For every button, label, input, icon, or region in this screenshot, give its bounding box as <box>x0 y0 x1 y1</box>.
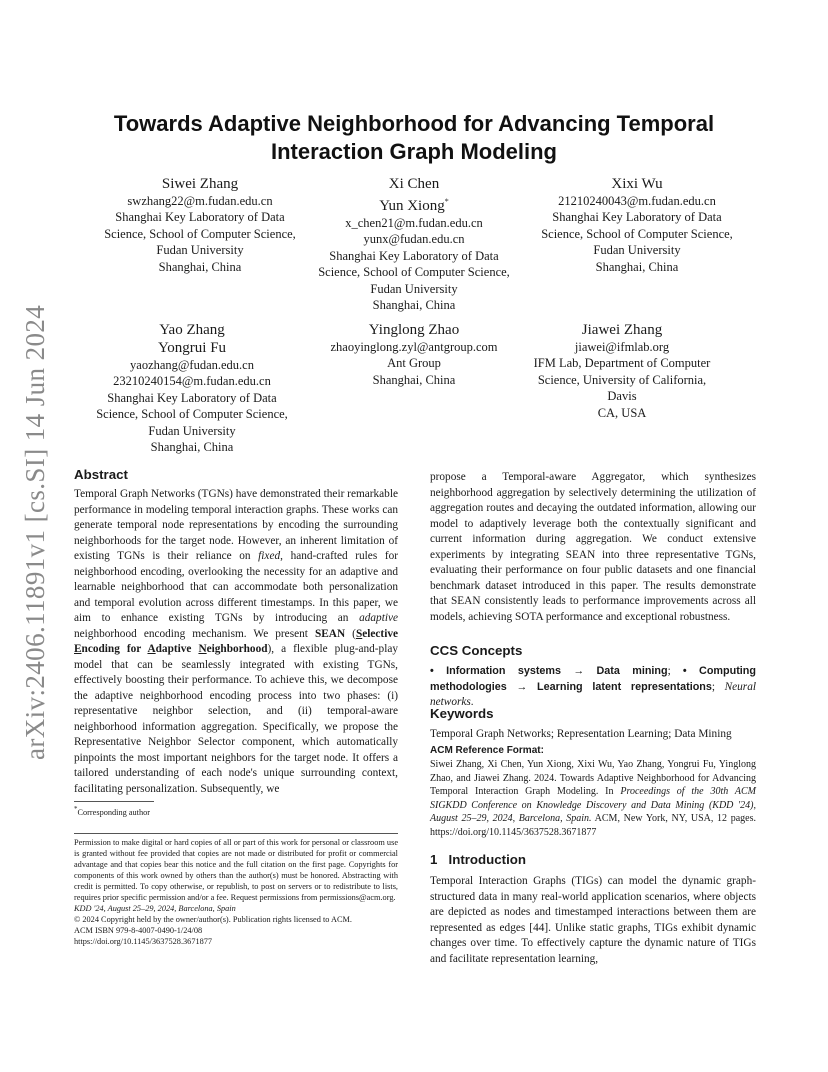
author-affiliation: Science, School of Computer Science, <box>541 226 733 241</box>
acm-reference-heading: ACM Reference Format: <box>430 745 544 756</box>
arxiv-side-stamp: arXiv:2406.11891v1 [cs.SI] 14 Jun 2024 <box>20 304 50 760</box>
introduction-section <box>430 851 756 967</box>
author-location: Shanghai, China <box>595 259 679 274</box>
permission-block <box>74 837 398 947</box>
author-affiliation: Fudan University <box>148 423 236 438</box>
footnote: *Corresponding author <box>74 806 151 817</box>
abstract-text-continued: propose a Temporal-aware Aggregator, which synthesizes neighborhood aggregation by selectively determining the utilization of aggregation routes and decaying the outdated information, allowing our model to adaptively leverage both the contextually significant and current information during aggregation. We conduct extensive experiments by integrating SEAN into three representative TGNs, evaluating their performance on four public datasets and one financial benchmark dataset introduced in this paper. The results demonstrate that SEAN consistently leads to performance improvements across all models, achieving SOTA performance and exceptional robustness. <box>430 471 756 623</box>
author-email: yunx@fudan.edu.cn <box>363 232 465 247</box>
author-email: zhaoyinglong.zyl@antgroup.com <box>330 340 498 354</box>
author-block-3 <box>517 175 757 275</box>
doi-link[interactable]: https://doi.org/10.1145/3637528.3671877 <box>74 937 213 946</box>
author-location: Shanghai, China <box>150 440 234 455</box>
author-affiliation: Davis <box>607 389 637 404</box>
permission-text: Permission to make digital or hard copies of all or part of this work for personal or classroom use is granted without fee provided that copies are not made or distributed for profit or commercial advantage and that copies bear this notice and the full citation on the first page. Copyrights for components of this work owned by others than the author(s) must be honored. Abstracting with credit is permitted. To copy otherwise, or republish, to post on servers or to redistribute to lists, requires prior specific permission and/or a fee. Request permissions from permissions@acm.org. <box>74 838 398 902</box>
author-affiliation: Shanghai Key Laboratory of Data <box>107 390 277 405</box>
author-block-2 <box>294 175 534 313</box>
author-email: yaozhang@fudan.edu.cn <box>130 358 254 372</box>
author-affiliation: Shanghai Key Laboratory of Data <box>115 210 285 225</box>
abstract-text: Temporal Graph Networks (TGNs) have demonstrated their remarkable performance in modeling temporal interaction graphs. These works can generate temporal node representations by encoding the surrounding neighborhoods for the target node. However, an inherent limitation of existing TGNs is their reliance on fixed, hand-crafted rules for neighborhood encoding, overlooking the necessity for an adaptive and learnable neighborhood that can accommodate both personalization and temporal evolution across different timestamps. In this paper, we aim to enhance existing TGNs by introducing an adaptive neighborhood encoding mechanism. We present SEAN (Selective Encoding for Adaptive Neighborhood), a flexible plug-and-play model that can be seamlessly integrated with existing TGNs, effectively boosting their performance. To achieve this, we decompose the adaptive neighborhood encoding process into two phases: (i) representative neighbor selection, and (ii) temporal-aware neighborhood information aggregation. Specifically, we propose the Representative Neighbor Selector component, which automatically pinpoints the most important neighbors for the target node. It offers a tailored understanding of each node's unique surrounding context, facilitating personalization. Subsequently, we <box>74 488 399 795</box>
author-location: Shanghai, China <box>372 372 456 387</box>
keywords-text: Temporal Graph Networks; Representation Learning; Data Mining <box>430 728 732 740</box>
author-email: 21210240043@m.fudan.edu.cn <box>558 194 716 208</box>
author-affiliation: Shanghai Key Laboratory of Data <box>552 210 722 225</box>
abstract-section <box>74 466 398 797</box>
permission-rule <box>74 833 398 834</box>
author-affiliation: Science, School of Computer Science, <box>318 265 510 280</box>
copyright-line: © 2024 Copyright held by the owner/author(s). Publication rights licensed to ACM. <box>74 915 352 924</box>
author-name: Jiawei Zhang <box>581 322 663 338</box>
author-name: Yongrui Fu <box>157 340 227 356</box>
author-affiliation: Shanghai Key Laboratory of Data <box>329 248 499 263</box>
corresponding-mark: * <box>444 197 449 206</box>
acm-reference-section <box>430 744 756 840</box>
author-affiliation: Fudan University <box>593 243 681 258</box>
author-affiliation: Science, School of Computer Science, <box>104 226 296 241</box>
author-name: Siwei Zhang <box>161 176 239 192</box>
footnote-text: Corresponding author <box>77 807 151 817</box>
keywords-heading: Keywords <box>430 706 494 721</box>
author-name: Yao Zhang <box>159 322 225 338</box>
author-affiliation: IFM Lab, Department of Computer <box>533 356 711 371</box>
paper-title <box>60 110 768 166</box>
venue-line: KDD '24, August 25–29, 2024, Barcelona, Spain <box>74 904 236 913</box>
author-affiliation: Ant Group <box>387 356 441 371</box>
footnote-rule <box>74 801 154 802</box>
introduction-text: Temporal Interaction Graphs (TIGs) can model the dynamic graph-structured data in many real-world application scenarios, where objects are depicted as nodes and timestamped interactions between them are represented as edges [44]. Unlike static graphs, TIGs exhibit dynamic changes over time. To effectively capture the dynamic nature of TIGs and facilitate representation learning, <box>430 875 756 965</box>
author-email: swzhang22@m.fudan.edu.cn <box>127 194 273 208</box>
author-affiliation: Fudan University <box>370 281 458 296</box>
author-email: x_chen21@m.fudan.edu.cn <box>345 216 483 230</box>
author-block-4 <box>72 321 312 455</box>
acm-reference-text: Siwei Zhang, Xi Chen, Yun Xiong, Xixi Wu, Yao Zhang, Yongrui Fu, Yinglong Zhao, and Jiawei Zhang. 2024. Towards Adaptive Neighborhood for Advancing Temporal Interaction Graph Modeling. In Proceedings of the 30th ACM SIGKDD Conference on Knowledge Discovery and Data Mining (KDD '24), August 25–29, 2024, Barcelona, Spain. ACM, New York, NY, USA, 12 pages. https://doi.org/10.1145/3637528.3671877 <box>430 759 756 838</box>
ccs-text: • Information systems → Data mining; • Computing methodologies → Learning latent representations; Neural networks. <box>430 665 757 708</box>
author-name: Yun Xiong* <box>379 197 449 214</box>
title-line-1: Towards Adaptive Neighborhood for Advancing Temporal <box>113 111 715 136</box>
author-location: Shanghai, China <box>372 298 456 313</box>
author-email: 23210240154@m.fudan.edu.cn <box>113 374 271 389</box>
author-email: jiawei@ifmlab.org <box>574 340 670 354</box>
introduction-heading: 1 Introduction <box>430 852 527 867</box>
abstract-heading: Abstract <box>74 467 128 482</box>
author-name: Yinglong Zhao <box>368 322 460 338</box>
author-name: Xixi Wu <box>611 176 663 192</box>
author-affiliation: Science, School of Computer Science, <box>96 407 288 422</box>
author-affiliation: Science, University of California, <box>537 372 707 387</box>
author-name: Xi Chen <box>388 176 440 192</box>
sean-name: SEAN <box>314 627 346 640</box>
author-block-5 <box>294 321 534 388</box>
author-location: CA, USA <box>597 405 647 420</box>
ccs-section <box>430 642 756 711</box>
isbn-line: ACM ISBN 979-8-4007-0490-1/24/08 <box>74 926 203 935</box>
title-line-2: Interaction Graph Modeling <box>270 139 557 164</box>
author-block-6 <box>502 321 742 421</box>
author-block-1 <box>80 175 320 275</box>
keywords-section <box>430 705 756 743</box>
ccs-heading: CCS Concepts <box>430 643 523 658</box>
author-affiliation: Fudan University <box>156 243 244 258</box>
abstract-continued <box>430 470 756 625</box>
author-location: Shanghai, China <box>158 259 242 274</box>
